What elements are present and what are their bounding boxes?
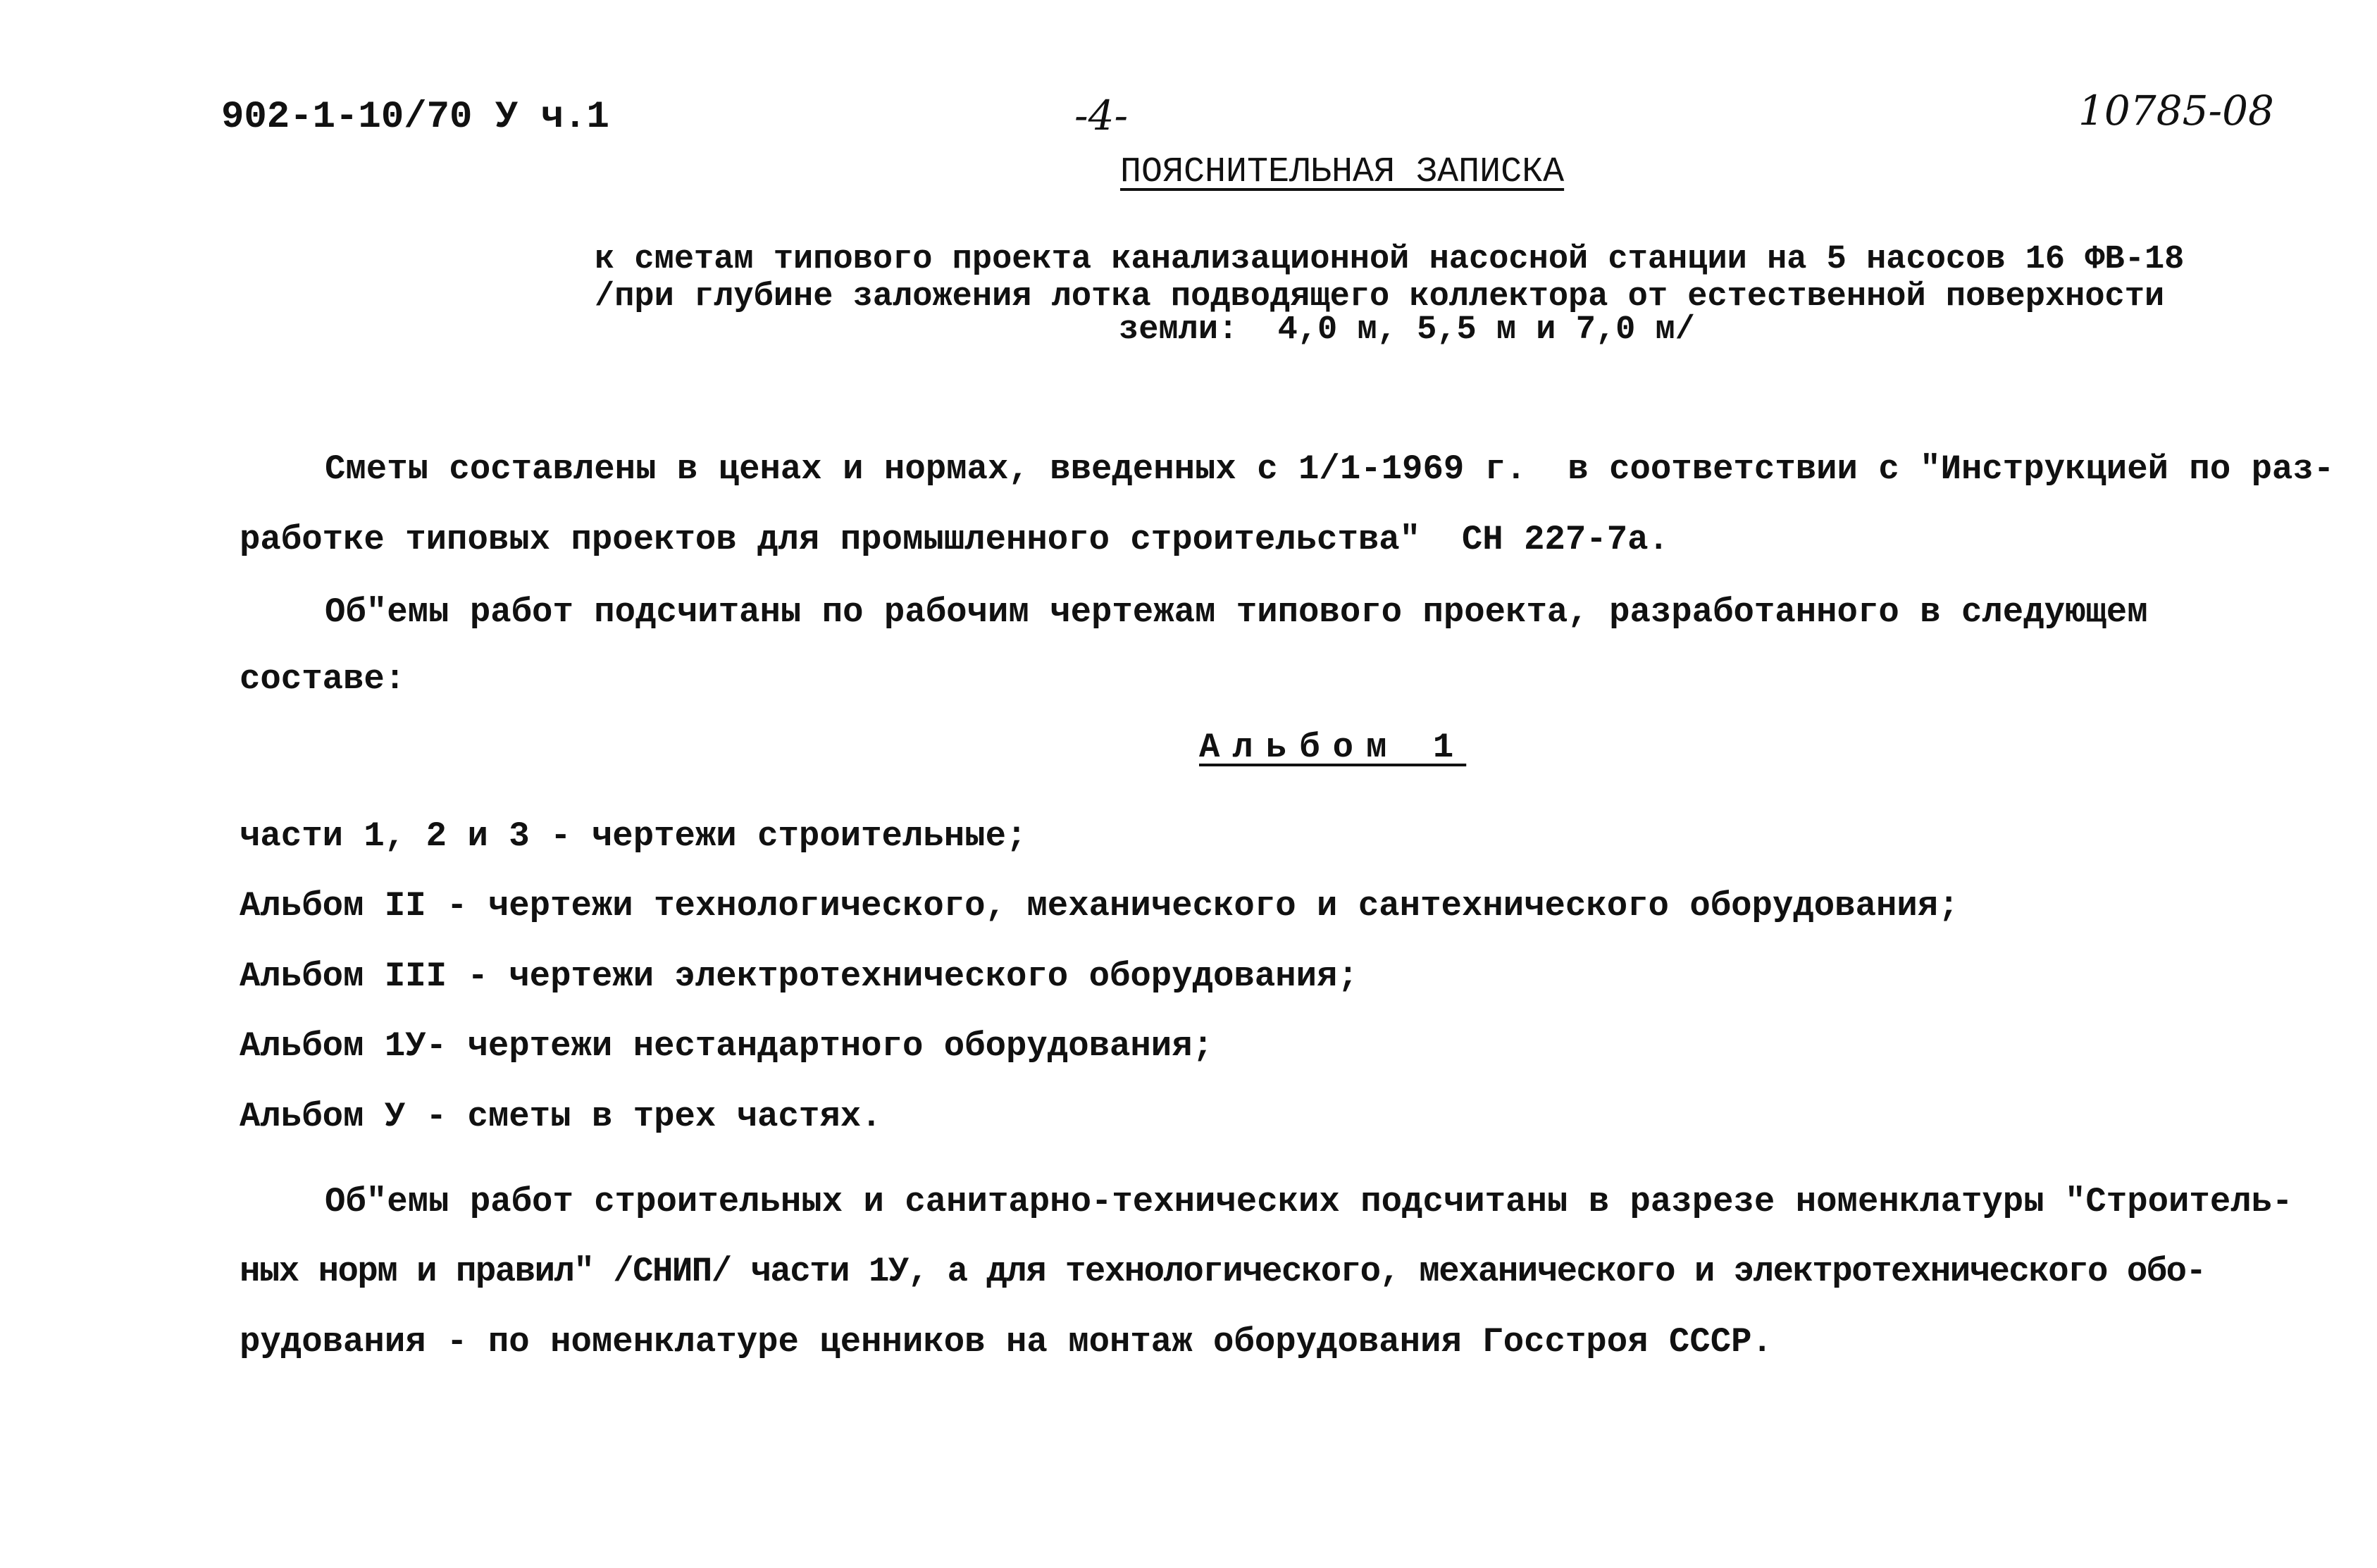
album-heading: Альбом 1 [1199,728,1467,767]
paragraph-line: Сметы составлены в ценах и нормах, введенных с 1/1-1969 г. в соответствии с "Инструкцией по раз- [325,449,2335,489]
paragraph-line: ных норм и правил" /СНИП/ части 1У, а для технологического, механического и электротехнического обо- [240,1252,2206,1291]
album-list-item: Альбом II - чертежи технологического, механического и сантехнического оборудования; [240,886,1959,926]
subtitle-line: к сметам типового проекта канализационной насосной станции на 5 насосов 16 ФВ-18 [595,241,2185,278]
subtitle-line: земли: 4,0 м, 5,5 м и 7,0 м/ [1119,311,1695,349]
album-list-item: Альбом III - чертежи электротехнического оборудования; [240,957,1358,996]
paragraph-line: Об"емы работ подсчитаны по рабочим чертежам типового проекта, разработанного в следующем [325,592,2148,632]
paragraph-line: работке типовых проектов для промышленного строительства" СН 227-7а. [240,520,1669,559]
paragraph-line: рудования - по номенклатуре ценников на монтаж оборудования Госстроя СССР. [240,1322,1773,1362]
doc-code: 902-1-10/70 У ч.1 [221,96,609,139]
subtitle-line: /при глубине заложения лотка подводящего коллектора от естественной поверхности [595,278,2165,316]
paragraph-line: Об"емы работ строительных и санитарно-технических подсчитаны в разрезе номенклатуры "Строитель- [325,1182,2293,1221]
album-list-item: части 1, 2 и 3 - чертежи строительные; [240,816,1027,856]
inventory-number: 10785-08 [2078,87,2274,135]
paragraph-line: составе: [240,659,406,699]
album-list-item: Альбом У - сметы в трех частях. [240,1097,882,1136]
page-number: -4- [1074,92,1129,139]
album-list-item: Альбом 1У- чертежи нестандартного оборудования; [240,1026,1214,1066]
document-title: ПОЯСНИТЕЛЬНАЯ ЗАПИСКА [1120,152,1565,192]
